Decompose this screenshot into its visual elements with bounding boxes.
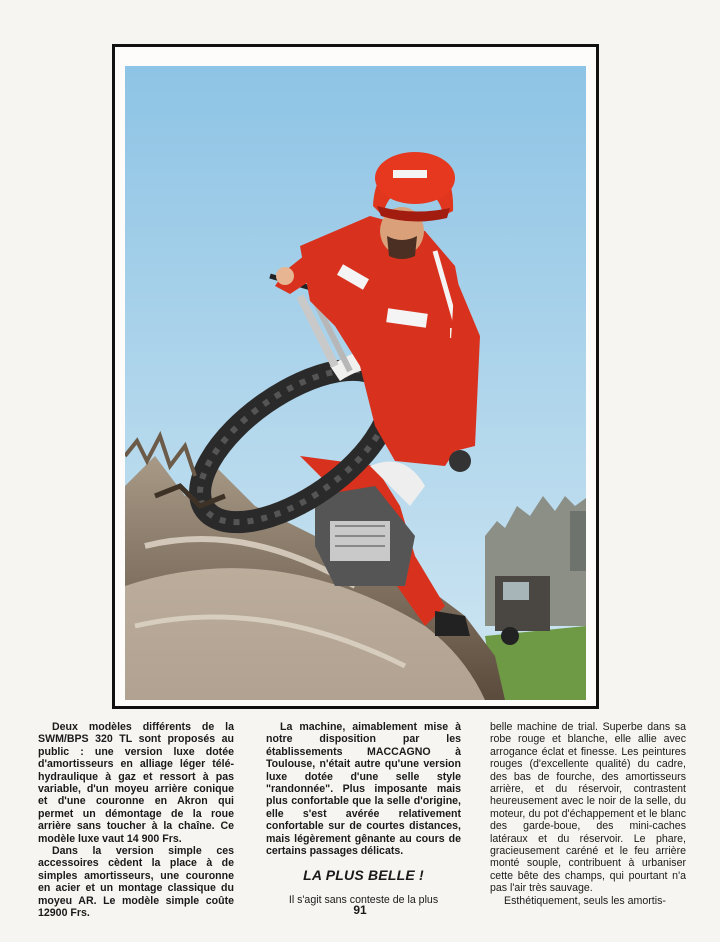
paragraph: Deux modèles différents de la SWM/BPS 320 TL sont proposés au public : une version luxe dotée d'amortisseurs en alliage léger télé-hydraulique à gaz et ressort à pas variable, d'un moyeu arrière conique et d'une couronne en Akron qui permet un démontage de la roue arrière sans toucher à la chaîne. Ce modèle luxe vaut 14 900 Frs. — [38, 721, 234, 845]
paragraph: La machine, aimablement mise à notre disposition par les établissements MACCAGNO à Toulouse, n'était autre qu'une version luxe dotée d'une selle style "randonnée". Plus imposante mais plus confortable que la selle d'origine, elle s'est avérée relativement confortable sur de courtes distances, mais légèrement gênante au cours de certains passages délicats. — [266, 721, 461, 858]
paragraph: belle machine de trial. Superbe dans sa robe rouge et blanche, elle allie avec arrogance éclat et finesse. Les peintures rouges (d'excellente qualité) du cadre, des bas de fourche, des amortisseurs arrière, et du réservoir, contrastent heureusement avec le noir de la selle, du moteur, du pot d'échappement et le blanc des garde-boue, des mini-caches latéraux et du réservoir. Le phare, gracieusement caréné et le feu arrière monté souple, contribuent à urbaniser cette bête des champs, qui pourtant n'a pas l'air très sauvage. — [490, 721, 686, 895]
paragraph: Esthétiquement, seuls les amortis- — [504, 894, 666, 907]
section-heading: LA PLUS BELLE ! — [303, 867, 424, 884]
paragraph: Dans la version simple ces accessoires cèdent la place à de simples amortisseurs, une couronne en acier et un montage classique du moyeu AR. Le modèle simple coûte 12900 Frs. — [38, 845, 234, 920]
paragraph: Il s'agit sans conteste de la plus — [288, 893, 439, 906]
page-number: 91 — [353, 903, 367, 917]
text-column-1 — [38, 721, 234, 920]
text-column-2 — [266, 721, 461, 906]
photo-illustration — [125, 66, 586, 700]
photo-frame — [112, 44, 599, 709]
trial-rider-photo — [125, 66, 586, 700]
text-column-3 — [490, 721, 686, 907]
